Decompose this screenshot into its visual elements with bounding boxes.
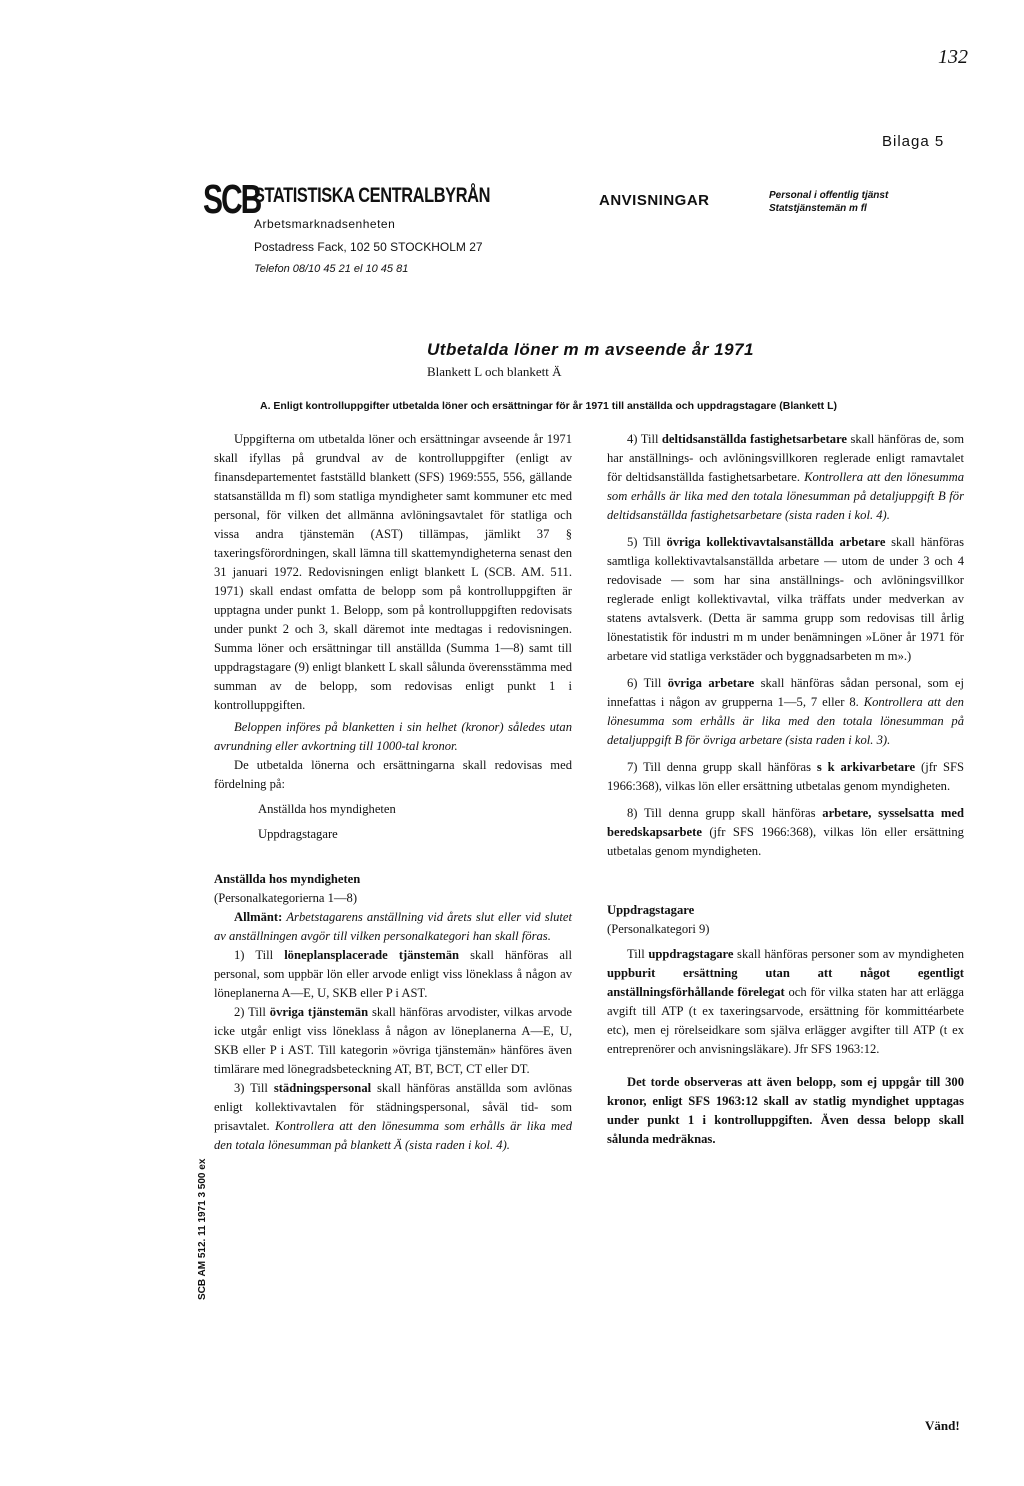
list-item: Anställda hos myndigheten	[258, 802, 396, 816]
item-term: övriga kollektivavtalsanställda arbetare	[666, 535, 886, 549]
item-text: skall hänföras sådan personal, som ej innefattas i någon av grupperna 1—5, 7 eller 8.	[607, 676, 964, 709]
item-term: deltidsanställda fastighetsarbetare	[661, 432, 848, 446]
item-text: (jfr SFS 1966:368), vilkas lön eller ersättning utbetalas genom myndigheten.	[607, 760, 964, 793]
item-3	[214, 1079, 572, 1155]
item-lead: 3) Till	[234, 1081, 268, 1095]
document-type: ANVISNINGAR	[599, 192, 710, 209]
item-lead: 8) Till denna grupp skall hänföras	[627, 806, 816, 820]
phone-number: Telefon 08/10 45 21 el 10 45 81	[254, 263, 409, 275]
item-text: och för vilka staten har att erlägga avgift till ATP (t ex taxeringsarvode, ersättning för kommittéarbete etc), men ej rörelseidkare som själva erlägger avgifter till ATP (t ex entreprenörer och anvisningsläkare). Jfr SFS 1963:12.	[607, 985, 964, 1056]
scb-logo: SCB	[203, 178, 261, 223]
item-4	[607, 430, 964, 525]
item-term: övriga arbetare	[667, 676, 755, 690]
turn-over-note: Vänd!	[925, 1418, 960, 1433]
general-text: Arbetstagarens anställning vid årets slut eller vid slutet av anställningen avgör till vilken personalkategori han skall föras.	[214, 910, 572, 943]
org-name: STATISTISKA CENTRALBYRÅN	[254, 184, 491, 207]
item-lead: 7) Till denna grupp skall hänföras	[627, 760, 811, 774]
item-text: skall hänföras all personal, som uppbär lön eller arvode enligt viss löneklass å någon av löneplanerna A—E, U, SKB eller P i AST.	[214, 948, 572, 1000]
item-1	[214, 946, 572, 1003]
item-lead: 4) Till	[627, 432, 659, 446]
item-6	[607, 674, 964, 750]
item-lead: 2) Till	[234, 1005, 266, 1019]
heading-uppdragstagare-sub: (Personalkategori 9)	[607, 922, 710, 936]
closing-note: Det torde observeras att även belopp, som ej uppgår till 300 kronor, enligt SFS 1963:12 skall av statlig myndighet upptagas under punkt 1 i kontrolluppgiften. Även dessa belopp skall sålunda medräknas.	[607, 1075, 964, 1146]
item-8	[607, 804, 964, 861]
distribution-paragraph: De utbetalda lönerna och ersättningarna skall redovisas med fördelning på:	[214, 758, 572, 791]
item-5	[607, 533, 964, 666]
rounding-note: Beloppen införes på blanketten i sin helhet (kronor) således utan avrundning eller avkortning till 1000-tal kronor.	[214, 720, 572, 753]
item-2	[214, 1003, 572, 1079]
item-check-note: Kontrollera att den lönesumma som erhålls är lika med den totala lönesumman på blankett Ä (sista raden i kol. 4).	[214, 1119, 573, 1152]
contractor-paragraph	[607, 945, 964, 1059]
item-term: arbetare, sysselsatta med beredskapsarbete	[607, 806, 964, 839]
appendix-label: Bilaga 5	[882, 133, 945, 150]
item-text: skall hänföras de, som har anställnings- och avlöningsvillkoren reglerade enligt ramavtalet för deltidsanställda fastighetsarbetare.	[607, 432, 964, 484]
heading-uppdragstagare: Uppdragstagare	[607, 903, 695, 917]
document-subtitle: Blankett L och blankett Ä	[427, 364, 562, 379]
item-lead: Till	[627, 947, 645, 961]
item-term: städningspersonal	[273, 1081, 372, 1095]
item-7	[607, 758, 964, 796]
category-line-2: Statstjänstemän m fl	[769, 203, 867, 214]
item-term: uppburit ersättning utan att något egentligt anställningsförhållande förelegat	[607, 966, 964, 999]
item-term: övriga tjänstemän	[269, 1005, 369, 1019]
item-term: löneplansplacerade tjänstemän	[284, 948, 459, 962]
item-lead: 1) Till	[234, 948, 274, 962]
right-column	[607, 430, 964, 1149]
general-note	[214, 908, 572, 946]
intro-paragraph: Uppgifterna om utbetalda löner och ersättningar avseende år 1971 skall ifyllas på grundval av de kontrolluppgifter (enligt av finansdepartementet fastställd blankett (SFS) 1969:555, 556, gällande statsanställda m fl) som statliga myndigheter samt kommuner etc med personal, för vilken det allmänna avlöningsavtalet för statliga och vissa andra tjänstemän (AST) tillämpas, jämlikt 37 § taxeringsförordningen, skall lämna till skattemyndigheterna senast den 31 januari 1972. Redovisningen enligt blankett L (SCB. AM. 511. 1971) skall endast omfatta de belopp som på kontrolluppgiften är upptagna under punkt 1. Belopp, som på kontrolluppgiften redovisats under punkt 2 och 3, skall däremot inte medtagas i redovisningen. Summa löner och ersättningar till anställda (Summa 1—8) samt till uppdragstagare (9) enligt blankett L skall sålunda överensstämma med summan av de belopp, som redovisas enligt punkt 1 i kontrolluppgiften.	[214, 432, 572, 712]
item-check-note: Kontrollera att den lönesumma som erhålls är lika med den totala lönesumman på detaljuppgift B för övriga arbetare (sista raden i kol. 3).	[607, 695, 964, 747]
item-text: (jfr SFS 1966:368), vilkas lön eller ersättning utbetalas genom myndigheten.	[607, 825, 964, 858]
item-term: uppdragstagare	[648, 947, 734, 961]
section-a-heading: A. Enligt kontrolluppgifter utbetalda löner och ersättningar för år 1971 till anställda och uppdragstagare (Blankett L)	[260, 400, 837, 412]
page-number: 132	[938, 46, 968, 68]
heading-anstallda-sub: (Personalkategorierna 1—8)	[214, 891, 358, 905]
item-lead: 5) Till	[627, 535, 661, 549]
general-label: Allmänt:	[234, 910, 283, 924]
print-code	[196, 1000, 210, 1300]
heading-anstallda: Anställda hos myndigheten	[214, 872, 361, 886]
postal-address: Postadress Fack, 102 50 STOCKHOLM 27	[254, 240, 483, 254]
document-title: Utbetalda löner m m avseende år 1971	[427, 340, 754, 359]
item-text: skall hänföras samtliga kollektivavtalsanställda arbetare — utom de under 3 och 4 redovisade — som har sina anställnings- och avlöningsvillkor reglerade enligt kollektivavtal, vilka träffats under medverkan av statens avtalsverk. (Detta är samma grupp som redovisas till årlig lönestatistik för industri m m under benämningen »Löner år 1971 för arbetare vid statliga verkstäder och byggnadsarbeten m m».)	[607, 535, 964, 663]
department: Arbetsmarknadsenheten	[254, 217, 396, 231]
item-lead: 6) Till	[627, 676, 662, 690]
list-item: Uppdragstagare	[258, 827, 338, 841]
item-text: skall hänföras anställda som avlönas enligt kollektivavtalen för städningspersonal, såväl tid- som prisavtalet.	[214, 1081, 572, 1133]
item-term: s k arkivarbetare	[816, 760, 916, 774]
item-check-note: Kontrollera att den lönesumma som erhålls är lika med den totala lönesumman på detaljuppgift B för deltidsanställda fastighetsarbetare (sista raden i kol. 4).	[607, 470, 964, 522]
item-text: skall hänföras arvodister, vilkas arvode icke utgår enligt viss löneklass å någon av löneplanerna A—E, U, SKB eller P i AST. Till kategorin »övriga tjänstemän» hänföres även timlärare med lönegradsbeteckning AT, BT, BCT, CT eller DT.	[214, 1005, 572, 1076]
left-column	[214, 430, 572, 1155]
category-line-1: Personal i offentlig tjänst	[769, 190, 889, 201]
item-text: skall hänföras personer som av myndigheten	[737, 947, 965, 961]
print-code-text: SCB AM 512. 11 1971 3 500 ex	[197, 1158, 208, 1300]
